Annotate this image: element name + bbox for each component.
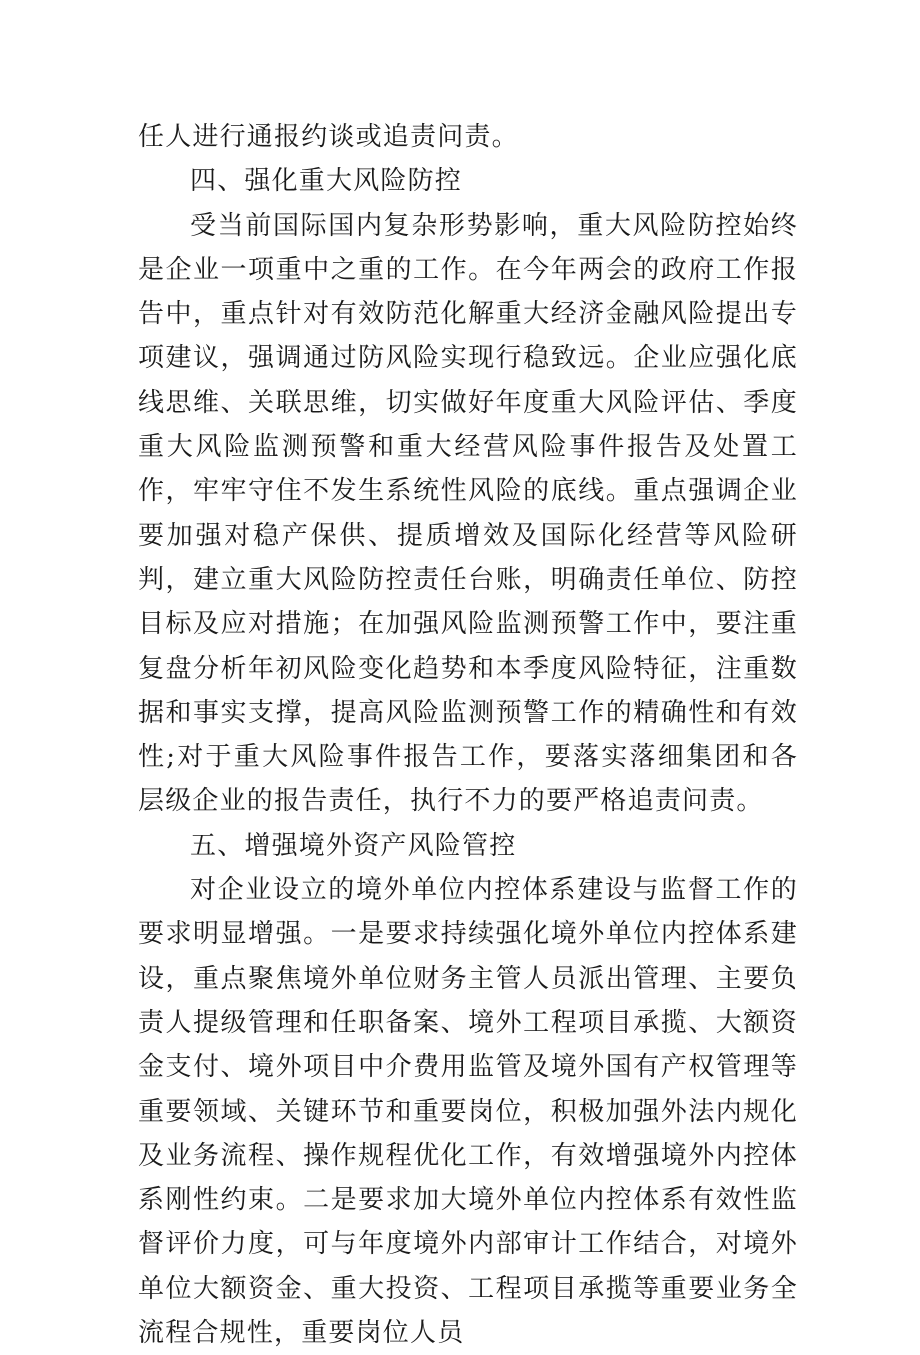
document-body [138, 115, 798, 1355]
paragraph-overseas-assets: 对企业设立的境外单位内控体系建设与监督工作的要求明显增强。一是要求持续强化境外单位内控体系建设，重点聚焦境外单位财务主管人员派出管理、主要负责人提级管理和任职备案、境外工程项目承揽、大额资金支付、境外项目中介费用监管及境外国有产权管理等重要领域、关键环节和重要岗位，积极加强外法内规化及业务流程、操作规程优化工作，有效增强境外内控体系刚性约束。二是要求加大境外单位内控体系有效性监督评价力度，可与年度境外内部审计工作结合，对境外单位大额资金、重大投资、工程项目承揽等重要业务全流程合规性，重要岗位人员 [138, 875, 798, 1349]
paragraph-risk-control: 受当前国际国内复杂形势影响，重大风险防控始终是企业一项重中之重的工作。在今年两会的政府工作报告中，重点针对有效防范化解重大经济金融风险提出专项建议，强调通过防风险实现行稳致远。企业应强化底线思维、关联思维，切实做好年度重大风险评估、季度重大风险监测预警和重大经营风险事件报告及处置工作，牢牢守住不发生系统性风险的底线。重点强调企业要加强对稳产保供、提质增效及国际化经营等风险研判，建立重大风险防控责任台账，明确责任单位、防控目标及应对措施；在加强风险监测预警工作中，要注重复盘分析年初风险变化趋势和本季度风险特征，注重数据和事实支撑，提高风险监测预警工作的精确性和有效性;对于重大风险事件报告工作，要落实落细集团和各层级企业的报告责任，执行不力的要严格追责问责。 [138, 210, 798, 817]
section-heading-4: 四、强化重大风险防控 [190, 166, 463, 197]
section-heading-5: 五、增强境外资产风险管控 [190, 830, 517, 861]
paragraph-continuation: 任人进行通报约谈或追责问责。 [138, 122, 519, 152]
